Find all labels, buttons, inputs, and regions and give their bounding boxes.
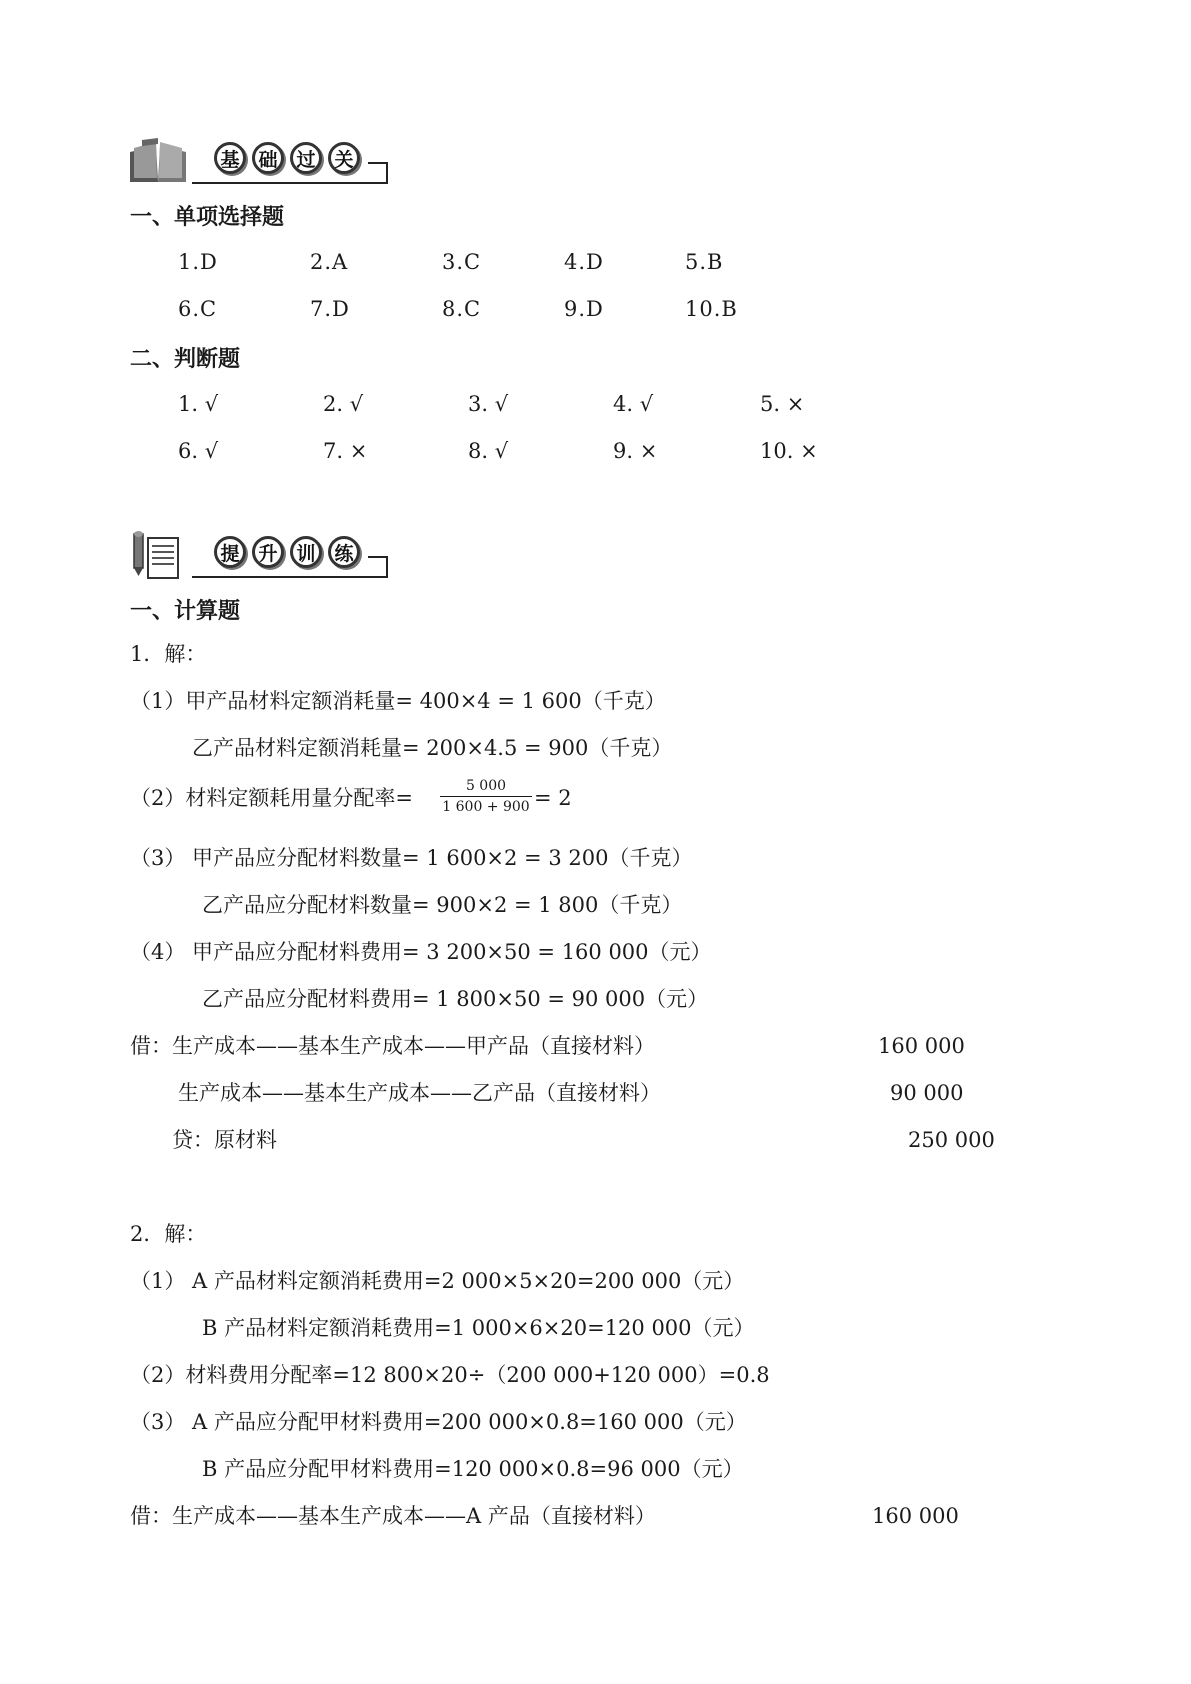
journal-amount: 250 000 <box>908 1128 995 1152</box>
q1-line: （1）甲产品材料定额消耗量= 400×4 = 1 600（千克） <box>130 689 666 713</box>
mc-answer: 10.B <box>685 297 738 321</box>
banner-char: 升 <box>252 536 284 568</box>
fraction-denominator: 1 600 + 900 <box>442 799 530 815</box>
tf-answer: 6. √ <box>178 439 219 463</box>
mc-answer: 4.D <box>564 250 604 274</box>
banner-char: 础 <box>252 142 284 174</box>
banner-underline <box>192 182 386 184</box>
banner-char: 基 <box>214 142 246 174</box>
mc-answer: 3.C <box>442 250 482 274</box>
calc-heading: 一、计算题 <box>130 599 241 624</box>
open-book-icon <box>128 138 188 184</box>
q2-line: （3） A 产品应分配甲材料费用=200 000×0.8=160 000（元） <box>130 1410 747 1434</box>
q1-line: （2）材料定额耗用量分配率= <box>130 786 413 810</box>
mc-answer: 8.C <box>442 297 482 321</box>
banner-char: 过 <box>290 142 322 174</box>
q2-line: B 产品应分配甲材料费用=120 000×0.8=96 000（元） <box>202 1457 744 1481</box>
tf-answer: 8. √ <box>468 439 509 463</box>
journal-amount: 90 000 <box>890 1081 964 1105</box>
journal-debit-line: 生产成本——基本生产成本——乙产品（直接材料） <box>178 1081 661 1105</box>
section-banner-basic <box>128 138 388 188</box>
journal-credit-line: 贷：原材料 <box>172 1128 277 1152</box>
q2-title: 2．解： <box>130 1222 207 1246</box>
banner-char: 训 <box>290 536 322 568</box>
tf-answer: 9. × <box>613 439 658 463</box>
banner-underline <box>368 162 388 164</box>
tf-answer: 5. × <box>760 392 805 416</box>
mc-heading: 一、单项选择题 <box>130 205 285 230</box>
fraction-bar <box>440 796 532 797</box>
allocation-fraction <box>440 778 532 815</box>
tf-answer: 7. × <box>323 439 368 463</box>
tf-answer: 2. √ <box>323 392 364 416</box>
section-banner-advanced <box>130 530 390 580</box>
q1-line: 乙产品应分配材料数量= 900×2 = 1 800（千克） <box>202 893 683 917</box>
journal-debit-line: 借：生产成本——基本生产成本——A 产品（直接材料） <box>130 1504 656 1528</box>
mc-answer: 2.A <box>310 250 349 274</box>
q1-line: = 2 <box>534 786 572 810</box>
banner-underline <box>368 556 388 558</box>
q2-line: （1） A 产品材料定额消耗费用=2 000×5×20=200 000（元） <box>130 1269 745 1293</box>
mc-answer: 9.D <box>564 297 604 321</box>
q2-line: （2）材料费用分配率=12 800×20÷（200 000+120 000）=0.8 <box>130 1363 770 1387</box>
q2-line: B 产品材料定额消耗费用=1 000×6×20=120 000（元） <box>202 1316 755 1340</box>
banner-underline <box>192 576 388 578</box>
mc-answer: 1.D <box>178 250 218 274</box>
banner-char: 提 <box>214 536 246 568</box>
journal-amount: 160 000 <box>878 1034 965 1058</box>
tf-answer: 1. √ <box>178 392 219 416</box>
q1-title: 1．解： <box>130 642 207 666</box>
banner-char: 练 <box>328 536 360 568</box>
banner-underline <box>386 162 388 184</box>
q1-line: （4） 甲产品应分配材料费用= 3 200×50 = 160 000（元） <box>130 940 712 964</box>
tf-heading: 二、判断题 <box>130 347 241 372</box>
tf-answer: 10. × <box>760 439 818 463</box>
mc-answer: 6.C <box>178 297 218 321</box>
mc-answer: 7.D <box>310 297 350 321</box>
q1-line: 乙产品应分配材料费用= 1 800×50 = 90 000（元） <box>202 987 709 1011</box>
notepad-pencil-icon <box>130 530 186 580</box>
journal-debit-line: 借：生产成本——基本生产成本——甲产品（直接材料） <box>130 1034 655 1058</box>
q1-line: （3） 甲产品应分配材料数量= 1 600×2 = 3 200（千克） <box>130 846 693 870</box>
tf-answer: 3. √ <box>468 392 509 416</box>
fraction-numerator: 5 000 <box>465 778 507 794</box>
mc-answer: 5.B <box>685 250 724 274</box>
banner-underline <box>386 556 388 578</box>
journal-amount: 160 000 <box>872 1504 959 1528</box>
banner-char: 关 <box>328 142 360 174</box>
tf-answer: 4. √ <box>613 392 654 416</box>
q1-line: 乙产品材料定额消耗量= 200×4.5 = 900（千克） <box>192 736 673 760</box>
